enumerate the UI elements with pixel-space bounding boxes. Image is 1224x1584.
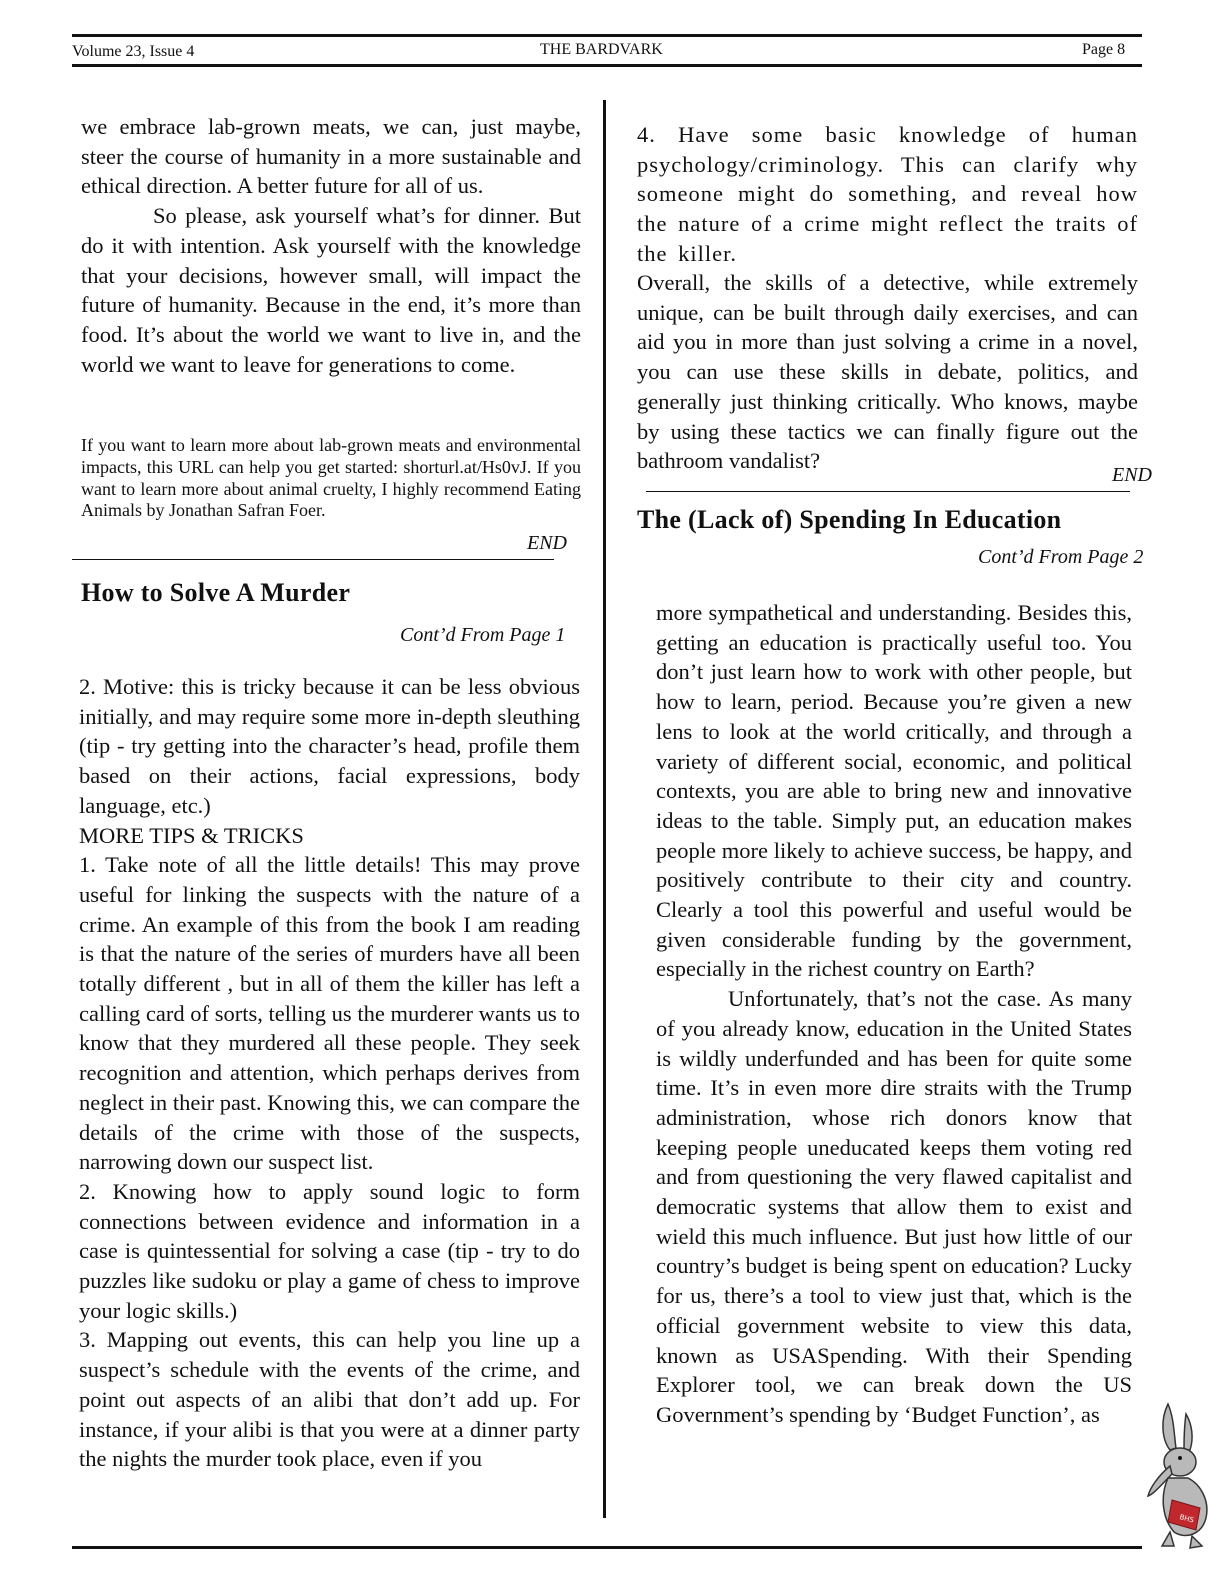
education-article-continued: Cont’d From Page 2: [978, 546, 1144, 568]
murder-article-headline: How to Solve A Murder: [81, 578, 351, 607]
article-separator: [646, 491, 1130, 492]
education-article-body: [656, 598, 1132, 1430]
food-article-body: [81, 112, 581, 379]
article-separator: [72, 559, 554, 560]
food-article-paragraph: So please, ask yourself what’s for dinner. But do it with intention. Ask yourself with the knowledge that your decisions, however small, will impact the future of humanity. Because in the end, it’s more than food. It’s about the world we want to live in, and the world we want to leave for generations to come.: [81, 203, 581, 377]
detective-article-end-mark: END: [1112, 464, 1152, 486]
murder-article-line: 3. Mapping out events, this can help you line up a suspect’s schedule with the events of the crime, and point out aspects of an alibi that don’t add up. For instance, if your alibi is that you were at a dinner party the nights the murder took place, even if you: [79, 1327, 580, 1472]
food-article-end-mark: END: [527, 532, 567, 554]
education-article-paragraph: more sympathetical and understanding. Besides this, getting an education is practically useful too. You don’t just learn how to work with other people, but how to learn, period. Because you’re given a new lens to look at the world critically, and through a variety of different social, economic, and political contexts, you are able to bring new and innovative ideas to the table. Simply put, an education makes people more likely to achieve success, be happy, and positively contribute to their city and country. Clearly a tool this powerful and useful would be given considerable funding by the government, especially in the richest country on Earth?: [656, 600, 1132, 982]
education-article-paragraph: Unfortunately, that’s not the case. As many of you already know, education in the United States is wildly underfunded and has been for quite some time. It’s in even more dire straits with the Trump administration, whose rich donors know that keeping people uneducated keeps them voting red and from questioning the very flawed capitalist and democratic systems that allow them to exist and wield this much influence. But just how little of our country’s budget is being spent on education? Lucky for us, there’s a tool to view just that, which is the official government website to view this data, known as USASpending. With their Spending Explorer tool, we can break down the US Government’s spending by ‘Budget Function’, as: [656, 986, 1132, 1427]
header-top-rule: [72, 34, 1142, 37]
header-page-number: Page 8: [1082, 41, 1126, 58]
education-article-headline: The (Lack of) Spending In Education: [637, 505, 1062, 534]
murder-article-subheading: MORE TIPS & TRICKS: [79, 822, 304, 848]
bardvark-mascot-icon: [1140, 1400, 1220, 1550]
murder-article-line: 2. Knowing how to apply sound logic to form connections between evidence and information in a case is quintessential for solving a case (tip - try to do puzzles like sudoku or play a game of chess to improve your logic skills.): [79, 1178, 580, 1323]
mascot-badge-text: BHS: [1178, 1513, 1195, 1525]
food-article-note: If you want to learn more about lab-grown meats and environmental impacts, this URL can help you get started: shorturl.at/Hs0vJ. If you want to learn more about animal cruelty, I highly recommend Eating Animals by Jonathan Safran Foer.: [81, 435, 581, 521]
food-article-paragraph: we embrace lab-grown meats, we can, just maybe, steer the course of humanity in a more sustainable and ethical direction. A better future for all of us.: [81, 114, 581, 199]
header-bottom-rule: [72, 64, 1142, 67]
murder-article-continued: Cont’d From Page 1: [400, 624, 566, 646]
header-title: THE BARDVARK: [540, 41, 663, 58]
murder-article-body: [79, 672, 580, 1474]
murder-article-line: 2. Motive: this is tricky because it can be less obvious initially, and may require some more in-depth sleuthing (tip - try getting into the character’s head, profile them based on their actions, facial expressions, body language, etc.): [79, 674, 580, 818]
murder-article-line: 1. Take note of all the little details! This may prove useful for linking the suspects with the nature of a crime. An example of this from the book I am reading is that the nature of the series of murders have all been totally different , but in all of them the killer has left a calling card of sorts, telling us the murderer wants us to know that they murdered all these people. They seek recognition and attention, which perhaps derives from neglect in their past. Knowing this, we can compare the details of the crime with those of the suspects, narrowing down our suspect list.: [79, 852, 580, 1175]
detective-article-conclusion: Overall, the skills of a detective, while extremely unique, can be built through daily exercises, and can aid you in more than just solving a crime in a novel, you can use these skills in debate, politics, and generally just thinking critically. Who knows, maybe by using these tactics we can finally figure out the bathroom vandalist?: [637, 270, 1138, 474]
footer-rule: [72, 1546, 1142, 1549]
header-volume: Volume 23, Issue 4: [72, 43, 195, 60]
detective-tip-four: 4. Have some basic knowledge of human psychology/criminology. This can clarify why someone might do something, and reveal how the nature of a crime might reflect the traits of the killer.: [637, 122, 1138, 266]
column-divider: [603, 100, 606, 1518]
